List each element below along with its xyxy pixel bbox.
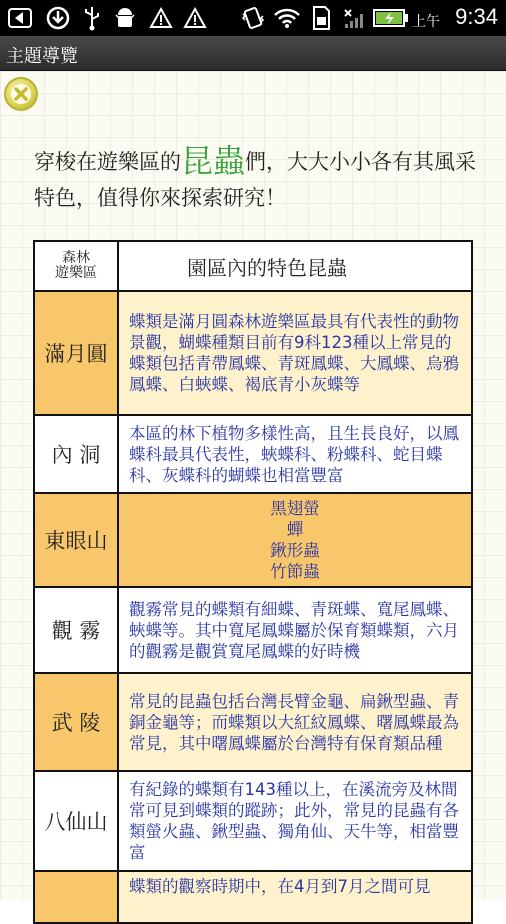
close-button[interactable] xyxy=(4,77,38,111)
list-item: 黑翅螢 xyxy=(270,499,320,518)
content-area[interactable] xyxy=(0,71,506,900)
row-desc: 觀霧常見的蝶類有細蝶、青斑蝶、寬尾鳳蝶、蛺蝶等。其中寬尾鳳蝶屬於保育類蝶類，六月的觀霧是觀賞寬尾鳳蝶的好時機 xyxy=(118,587,472,673)
table-row xyxy=(34,673,472,771)
title-bar xyxy=(0,36,506,71)
intro-before: 穿梭在遊樂區的 xyxy=(34,150,181,174)
table-row xyxy=(34,291,472,415)
status-bar xyxy=(0,0,506,36)
close-icon xyxy=(6,79,36,109)
header-area-line2: 遊樂區 xyxy=(55,265,97,281)
usb-icon xyxy=(80,5,104,31)
row-area: 觀 霧 xyxy=(34,587,118,673)
row-desc: 蝶類的觀察時期中，在4月到7月之間可見 xyxy=(118,871,472,923)
insect-table xyxy=(33,240,473,924)
row-area: 東眼山 xyxy=(34,493,118,587)
row-desc: 蝶類是滿月圓森林遊樂區最具有代表性的動物景觀，蝴蝶種類目前有9科123種以上常見的蝶類包括青帶鳳蝶、青斑鳳蝶、大鳳蝶、烏鴉鳳蝶、白蛺蝶、褐底青小灰蝶等 xyxy=(118,291,472,415)
back-icon xyxy=(6,5,34,31)
header-area-line1: 森林 xyxy=(62,250,90,266)
table-row xyxy=(34,493,472,587)
battery-charging-icon xyxy=(372,5,410,31)
table-header-row xyxy=(34,241,472,291)
list-item: 蟬 xyxy=(286,520,304,539)
row-desc: 常見的昆蟲包括台灣長臂金龜、扁鍬型蟲、青銅金龜等；而蝶類以大紅紋鳳蝶、曙鳳蝶最為常見，其中曙鳳蝶屬於台灣特有保育類品種 xyxy=(118,673,472,771)
table-row xyxy=(34,771,472,871)
row-list xyxy=(118,493,472,587)
row-area: 武 陵 xyxy=(34,673,118,771)
table-row xyxy=(34,587,472,673)
status-ampm: 上午 xyxy=(412,14,440,30)
android-debug-icon xyxy=(112,5,138,31)
row-area xyxy=(34,871,118,923)
download-icon xyxy=(44,5,72,31)
table-row xyxy=(34,415,472,493)
no-signal-icon xyxy=(340,5,366,31)
row-desc: 有紀錄的蝶類有143種以上，在溪流旁及林間常可見到蝶類的蹤跡；此外，常見的昆蟲有各類螢火蟲、鍬型蟲、獨角仙、天牛等，相當豐富 xyxy=(118,771,472,871)
page-title: 主題導覽 xyxy=(6,46,78,67)
sd-card-icon xyxy=(308,5,334,31)
signal-warning-icon xyxy=(182,5,208,31)
intro-text xyxy=(34,143,484,216)
signal-warning-icon xyxy=(148,5,174,31)
vibrate-icon xyxy=(240,5,266,31)
status-time: 9:34 xyxy=(455,4,498,29)
wifi-icon xyxy=(272,5,302,31)
row-area: 滿月圓 xyxy=(34,291,118,415)
intro-after: 們，大大小小各有其風采特色，值得你來探索研究！ xyxy=(34,150,477,210)
row-area: 內 洞 xyxy=(34,415,118,493)
row-desc: 本區的林下植物多樣性高，且生長良好，以鳳蝶科最具代表性，蛺蝶科、粉蝶科、蛇目蝶科、灰蝶科的蝴蝶也相當豐富 xyxy=(118,415,472,493)
table-row xyxy=(34,871,472,923)
intro-highlight: 昆蟲 xyxy=(181,142,246,180)
header-desc: 園區內的特色昆蟲 xyxy=(118,241,472,291)
header-area xyxy=(34,241,118,291)
list-item: 鍬形蟲 xyxy=(270,541,320,560)
list-item: 竹節蟲 xyxy=(270,562,320,581)
row-area: 八仙山 xyxy=(34,771,118,871)
